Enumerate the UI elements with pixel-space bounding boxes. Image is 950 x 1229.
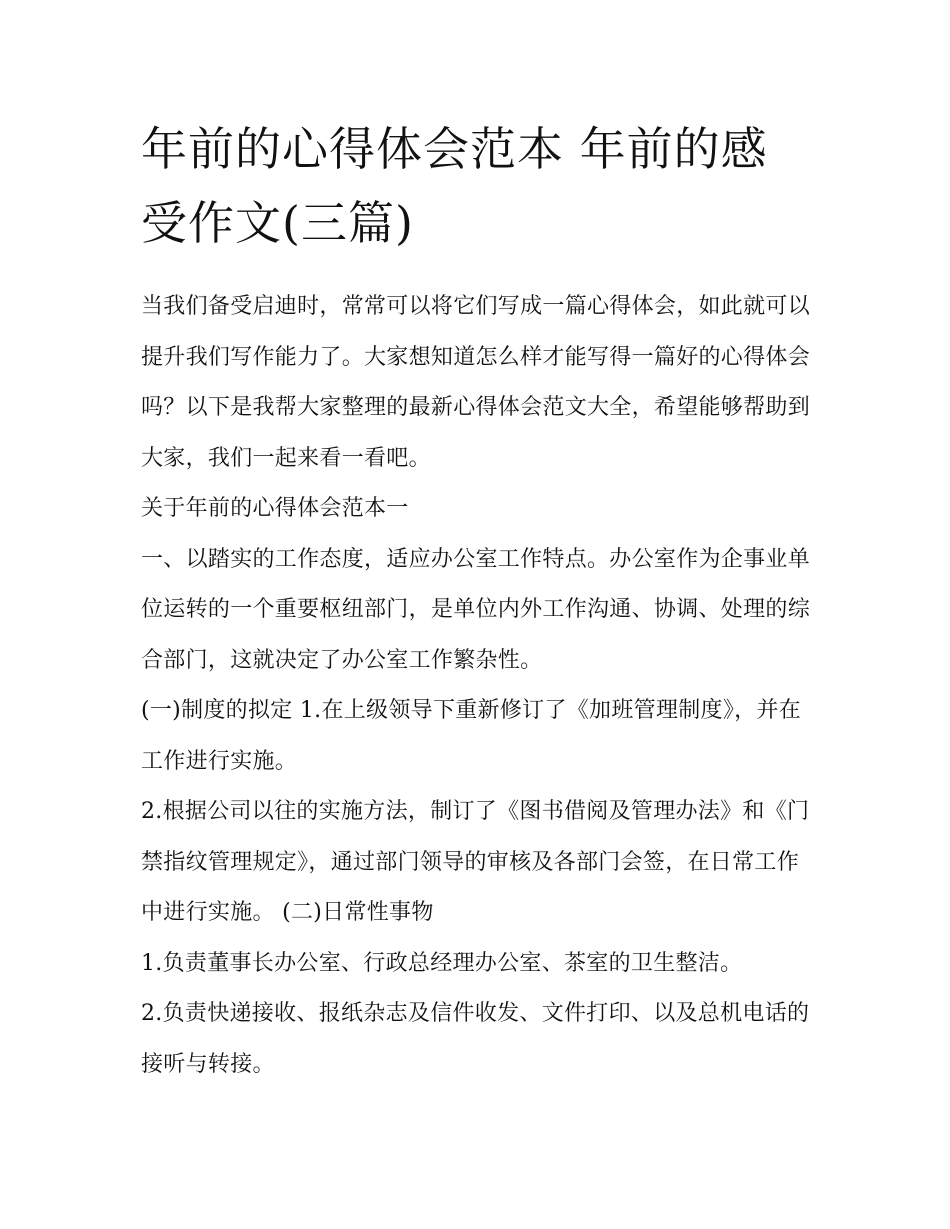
body-paragraph: 1.负责董事长办公室、行政总经理办公室、茶室的卫生整洁。 <box>141 950 743 976</box>
intro-paragraph: 当我们备受启迪时，常常可以将它们写成一篇心得体会，如此就可以提升我们写作能力了。大家想知道怎么样才能写得一篇好的心得体会吗？以下是我帮大家整理的最新心得体会范文大全，希望能够帮助到大家，我们一起来看一看吧。 <box>141 294 811 471</box>
body-paragraph: (一)制度的拟定 1.在上级领导下重新修订了《加班管理制度》，并在工作进行实施。 <box>141 698 802 774</box>
document-title: 年前的心得体会范本 年前的感受作文(三篇) <box>141 122 768 250</box>
body-paragraph: 一、以踏实的工作态度，适应办公室工作特点。办公室作为企事业单位运转的一个重要枢纽部门，是单位内外工作沟通、协调、处理的综合部门，这就决定了办公室工作繁杂性。 <box>141 546 811 673</box>
document-body <box>141 112 813 1090</box>
section-heading: 关于年前的心得体会范本一 <box>141 496 409 521</box>
body-paragraph: 2.根据公司以往的实施方法，制订了《图书借阅及管理办法》和《门禁指纹管理规定》，通过部门领导的审核及各部门会签，在日常工作中进行实施。 (二)日常性事物 <box>141 799 810 925</box>
body-paragraph: 2.负责快递接收、报纸杂志及信件收发、文件打印、以及总机电话的接听与转接。 <box>141 1001 810 1077</box>
